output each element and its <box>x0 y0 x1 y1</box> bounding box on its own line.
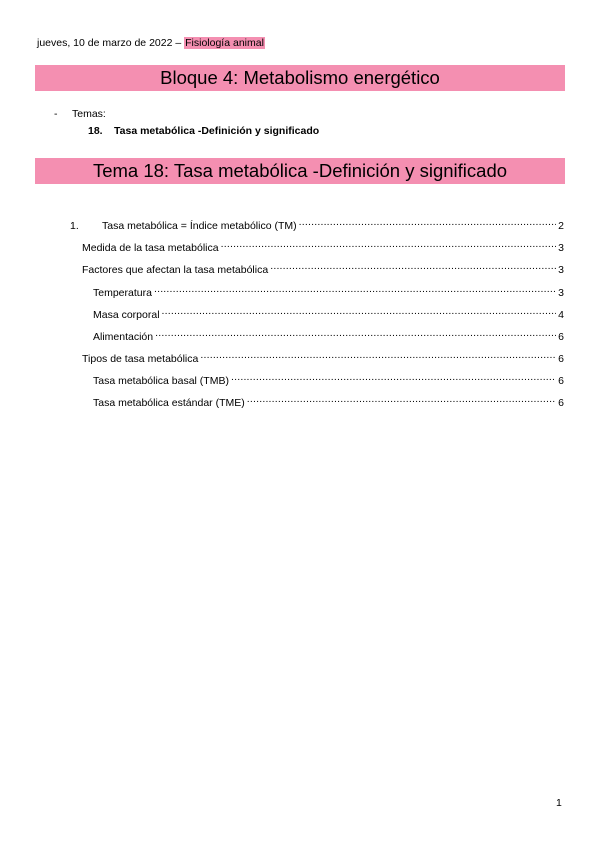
toc-leader <box>270 260 556 273</box>
block-title: Bloque 4: Metabolismo energético <box>35 65 565 91</box>
toc-entry-page: 3 <box>558 242 564 254</box>
toc-leader <box>231 371 556 384</box>
document-header <box>37 36 265 50</box>
toc-entry-text: Temperatura <box>93 287 152 299</box>
toc-entry[interactable] <box>93 305 564 322</box>
temas-bullet: - <box>54 108 58 120</box>
toc-entry-text: Masa corporal <box>93 309 160 321</box>
toc-entry-page: 3 <box>558 264 564 276</box>
toc-entry[interactable] <box>93 393 564 410</box>
tema-list-item <box>88 125 319 138</box>
toc-leader <box>200 349 556 362</box>
tema-number: 18. <box>88 125 103 137</box>
toc-leader <box>247 393 556 406</box>
toc-leader <box>299 216 557 229</box>
toc-entry[interactable] <box>82 349 564 366</box>
tema-title: Tema 18: Tasa metabólica -Definición y significado <box>35 158 565 184</box>
toc-entry-text: Tipos de tasa metabólica <box>82 353 199 365</box>
temas-heading <box>54 108 106 121</box>
toc-entry-text: Tasa metabólica estándar (TME) <box>93 397 245 409</box>
temas-label: Temas: <box>72 108 106 120</box>
toc-entry-page: 3 <box>558 287 564 299</box>
tema-item-title: Tasa metabólica -Definición y significado <box>114 125 320 137</box>
toc-entry-text: Tasa metabólica = Índice metabólico (TM) <box>102 220 297 232</box>
toc-entry[interactable] <box>82 238 564 255</box>
toc-entry[interactable] <box>70 216 564 233</box>
header-date: jueves, 10 de marzo de 2022 <box>37 37 173 49</box>
toc-entry-page: 6 <box>558 331 564 343</box>
toc-entry-page: 6 <box>558 397 564 409</box>
toc-entry[interactable] <box>93 371 564 388</box>
toc-entry-number: 1. <box>70 220 79 232</box>
page-number: 1 <box>556 797 562 809</box>
toc-leader <box>155 327 556 340</box>
toc-entry[interactable] <box>82 260 564 277</box>
toc-entry-page: 2 <box>558 220 564 232</box>
toc-entry-text: Factores que afectan la tasa metabólica <box>82 264 269 276</box>
toc-leader <box>154 283 556 296</box>
toc-leader <box>162 305 557 318</box>
toc-entry-text: Medida de la tasa metabólica <box>82 242 219 254</box>
toc-entry-text: Tasa metabólica basal (TMB) <box>93 375 229 387</box>
header-separator: – <box>172 37 185 49</box>
toc-entry[interactable] <box>93 283 564 300</box>
toc-entry[interactable] <box>93 327 564 344</box>
toc-entry-page: 6 <box>558 353 564 365</box>
toc-entry-page: 4 <box>558 309 564 321</box>
toc-leader <box>221 238 557 251</box>
toc-entry-page: 6 <box>558 375 564 387</box>
header-subject: Fisiología animal <box>185 37 264 49</box>
toc-entry-text: Alimentación <box>93 331 154 343</box>
